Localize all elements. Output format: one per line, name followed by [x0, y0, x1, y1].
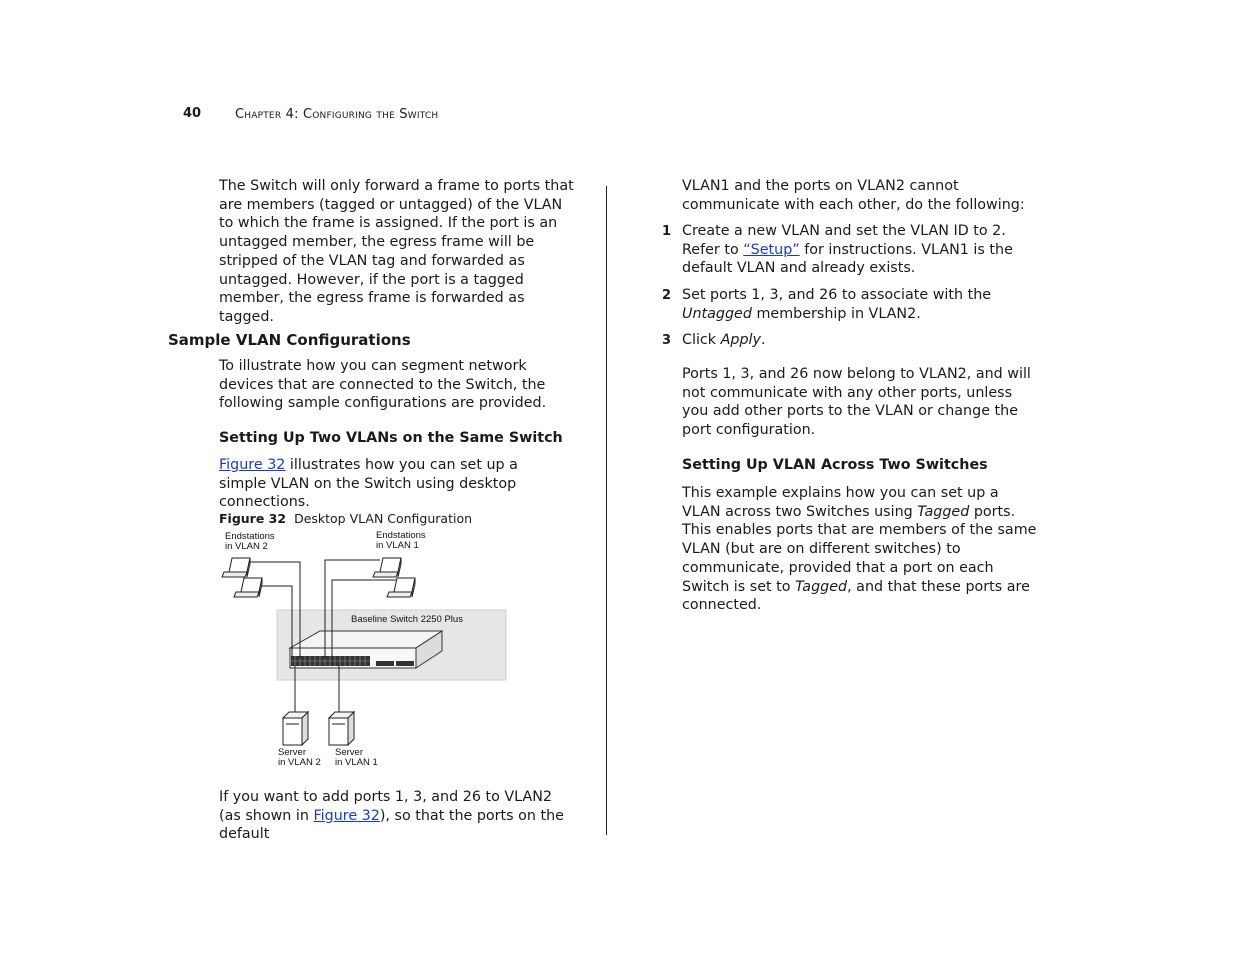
two-switches-paragraph	[682, 484, 1040, 615]
vlan2-paragraph	[219, 788, 574, 844]
figure-label: Figure 32	[219, 511, 287, 526]
server-vlan1-label: Server in VLAN 1	[335, 747, 378, 768]
step-3-text-b: .	[761, 332, 766, 348]
endstations-vlan1-label: Endstations in VLAN 1	[376, 530, 426, 551]
section-heading-sample-vlan: Sample VLAN Configurations	[168, 331, 411, 349]
two-switches-text-a: This example explains how you can set up a VLAN across two Switches using	[682, 485, 999, 520]
step-3-emphasis: Apply	[720, 332, 761, 348]
step-3-text-a: Click	[682, 332, 721, 348]
step-2-text-b: membership in VLAN2.	[751, 305, 921, 322]
two-switches-text-b: ports. This enables ports that are members of the same VLAN (but are on different switches) to communicate, provided that a port on each Switch is set to	[682, 503, 1037, 595]
vlan2-text-a: If you want to add ports 1, 3, and 26 to VLAN2 (as shown in	[219, 789, 553, 824]
setup-link[interactable]: “Setup”	[743, 241, 800, 258]
laptop-icon	[234, 578, 262, 597]
laptop-icon	[373, 558, 401, 577]
step-1-text-a: Create a new VLAN and set the VLAN ID to 2. Refer to	[682, 223, 1006, 258]
right-intro-paragraph: VLAN1 and the ports on VLAN2 cannot communicate with each other, do the following:	[682, 178, 1025, 213]
laptop-icon	[222, 558, 250, 577]
figure-intro-paragraph	[219, 456, 559, 512]
step-number: 2	[662, 288, 672, 303]
vlan-diagram	[220, 528, 510, 773]
step-2-emphasis: Untagged	[682, 305, 752, 322]
subheading-two-switches: Setting Up VLAN Across Two Switches	[682, 457, 988, 473]
figure-caption-text: Desktop VLAN Configuration	[294, 511, 473, 526]
page-number: 40	[183, 106, 202, 121]
step-1-text	[682, 222, 1032, 278]
column-divider	[606, 186, 607, 835]
step-1-text-b: for instructions. VLAN1 is the default VLAN and already exists.	[682, 241, 1013, 277]
step-number: 1	[662, 224, 672, 239]
server-vlan2-label: Server in VLAN 2	[278, 747, 321, 768]
tagged-emphasis-1: Tagged	[917, 503, 970, 520]
chapter-title: Chapter 4: Configuring the Switch	[235, 107, 439, 122]
figure-intro-text: illustrates how you can set up a simple VLAN on the Switch using desktop connections.	[219, 457, 518, 511]
step-2-text	[682, 286, 1042, 323]
vlan-figure	[220, 528, 510, 773]
server-icon	[283, 712, 308, 745]
sample-paragraph: To illustrate how you can segment network devices that are connected to the Switch, the following sample configurations are provided.	[219, 358, 547, 412]
figure-32-link[interactable]: Figure 32	[219, 457, 286, 473]
figure-caption	[219, 511, 472, 526]
vlan2-text-b: ), so that the ports on the default	[219, 807, 564, 843]
subheading-two-vlans: Setting Up Two VLANs on the Same Switch	[219, 430, 563, 446]
switch-name-label: Baseline Switch 2250 Plus	[351, 614, 463, 625]
laptop-icon	[387, 578, 415, 597]
step-number: 3	[662, 333, 672, 348]
server-icon	[329, 712, 354, 745]
step-3-text	[682, 331, 1042, 350]
step-2-text-a: Set ports 1, 3, and 26 to associate with the	[682, 287, 992, 303]
tagged-emphasis-2: Tagged	[795, 578, 848, 595]
figure-32-link-2[interactable]: Figure 32	[313, 807, 380, 824]
switch-icon	[290, 631, 442, 668]
intro-paragraph: The Switch will only forward a frame to ports that are members (tagged or untagged) of the VLAN to which the frame is assigned. If the port is an untagged member, the egress frame will be stripped of the VLAN tag and forwarded as untagged. However, if the port is a tagged member, the egress frame is forwarded as tagged.	[219, 178, 574, 325]
two-switches-text-c: , and that these ports are connected.	[682, 578, 1030, 614]
result-paragraph: Ports 1, 3, and 26 now belong to VLAN2, and will not communicate with any other ports, unless you add other ports to the VLAN or change the port configuration.	[682, 366, 1031, 439]
endstations-vlan2-label: Endstations in VLAN 2	[225, 531, 275, 552]
